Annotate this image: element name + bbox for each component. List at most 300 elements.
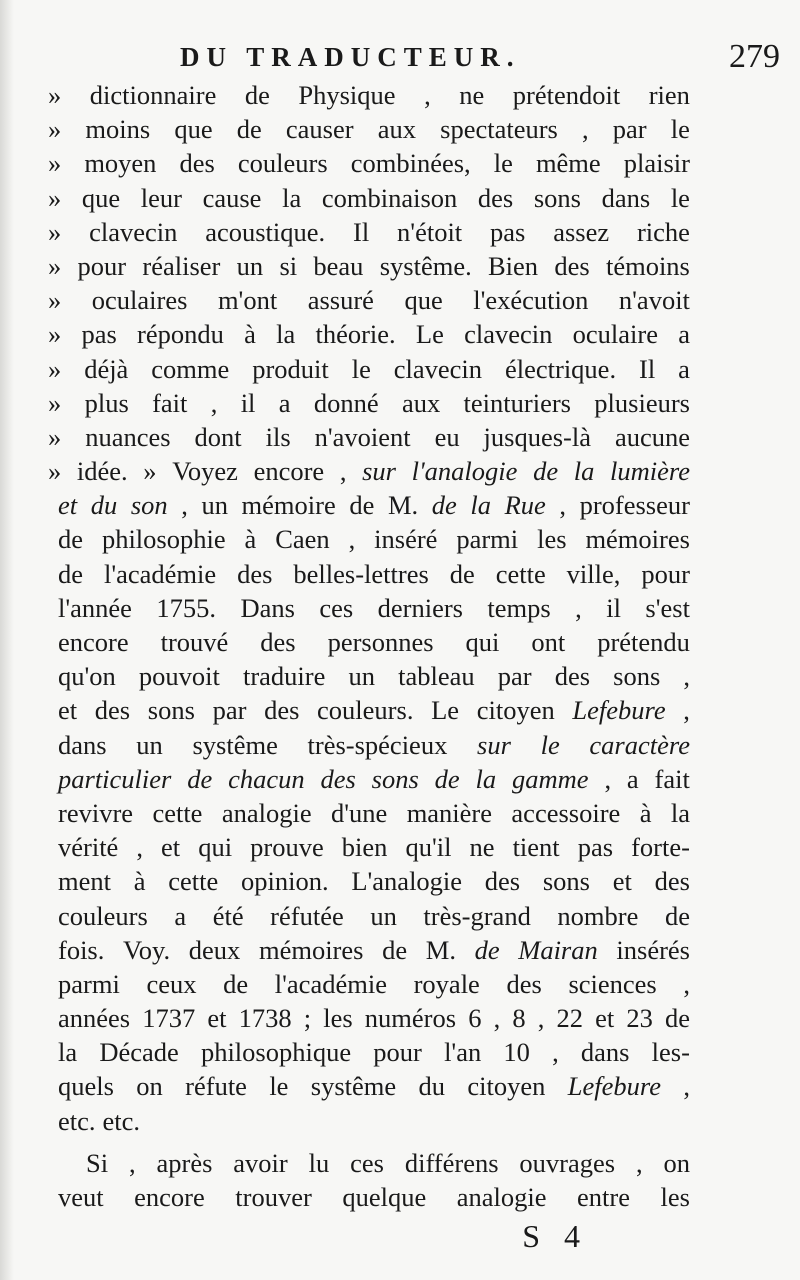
word: et (595, 1003, 615, 1034)
word: n'étoit (397, 216, 463, 247)
word: , (575, 592, 582, 623)
word: traduire (242, 661, 326, 692)
word: ment (58, 866, 111, 897)
word: deux (188, 934, 241, 965)
word: analogie (456, 1182, 547, 1212)
word: plusieurs (594, 387, 690, 418)
word: fait (152, 387, 188, 418)
word: , (559, 490, 566, 521)
word: qui (198, 832, 233, 863)
word: Il (353, 216, 370, 247)
word: Caen (275, 524, 330, 555)
italic-word: chacun (228, 763, 305, 794)
text-line (58, 762, 690, 796)
word: etc. (58, 1105, 96, 1136)
italic-word: particulier (58, 763, 172, 794)
word: spectateurs (440, 114, 558, 145)
word: dans (580, 1037, 630, 1068)
word: a (626, 763, 639, 794)
word: Décade (99, 1037, 179, 1068)
paragraph-gap (58, 1138, 690, 1146)
word: et (161, 832, 181, 863)
word: cette (168, 866, 219, 897)
word: un (136, 729, 163, 760)
word: acoustique. (205, 216, 326, 247)
word: moyen (84, 148, 157, 179)
word: la (282, 182, 302, 213)
word: différens (404, 1147, 499, 1178)
word: fait (654, 763, 690, 794)
word: a (678, 319, 690, 350)
text-line (58, 693, 690, 727)
word: des (179, 148, 215, 179)
word: du (418, 1071, 446, 1102)
word: veut (58, 1182, 104, 1212)
word: , (582, 114, 589, 145)
word: de (58, 524, 84, 555)
word: philosophie (101, 524, 226, 555)
text-line (58, 830, 690, 864)
word: de (664, 1003, 690, 1034)
word: que (174, 114, 213, 145)
word: de (349, 490, 375, 521)
word: un (201, 490, 228, 521)
word: produit (252, 353, 329, 384)
word: réaliser (142, 250, 221, 281)
word: que (81, 182, 121, 213)
word: rien (648, 80, 690, 110)
italic-word: des (320, 763, 356, 794)
word: le (493, 148, 513, 179)
word: dans (58, 729, 107, 760)
word: pas (577, 832, 614, 863)
text-line (58, 557, 690, 591)
word: couleurs (237, 148, 328, 179)
word: temps (487, 592, 551, 623)
word: pour (373, 1037, 422, 1068)
word: la (58, 1037, 78, 1068)
word: les (323, 1003, 353, 1034)
word: , (683, 661, 690, 692)
word: quelque (342, 1182, 427, 1212)
word: tient (512, 832, 560, 863)
word: Dans (240, 592, 295, 623)
word: réfute (185, 1071, 247, 1102)
text-line (58, 1104, 690, 1138)
word: à (244, 319, 256, 350)
word: l'académie (103, 558, 217, 589)
word: on (663, 1147, 690, 1178)
word: qu'on (58, 661, 116, 692)
word: encore (134, 1182, 205, 1212)
word: , (181, 490, 188, 521)
word: » (48, 250, 62, 281)
body-text (48, 78, 690, 1214)
word: dans (601, 182, 651, 213)
italic-word: la (573, 456, 595, 487)
word: bien (341, 832, 388, 863)
word: trouvé (160, 627, 229, 657)
word: l'académie (274, 968, 387, 999)
italic-word: de (434, 763, 460, 794)
word: , (424, 80, 431, 110)
word: théorie. (315, 319, 396, 350)
page-number: 279 (729, 38, 780, 75)
word: assuré (307, 285, 374, 316)
word: , (683, 968, 690, 999)
word: aux (377, 114, 416, 145)
word: sons (147, 695, 195, 726)
italic-word: la (475, 763, 497, 794)
word: qui (465, 627, 500, 657)
word: , (635, 1147, 643, 1178)
word: L'analogie (351, 866, 463, 897)
word: Le (431, 695, 460, 726)
word: ne (459, 80, 485, 110)
word: vérité (58, 832, 119, 863)
word: et (612, 866, 632, 897)
word: sciences (568, 968, 657, 999)
word: l'exécution (473, 285, 589, 316)
word: un (236, 250, 264, 281)
word: beau (313, 250, 364, 281)
text-line (48, 112, 690, 146)
word: philosophique (200, 1037, 352, 1068)
word: moins (85, 114, 151, 145)
word: dictionnaire (89, 80, 217, 110)
word: causer (285, 114, 354, 145)
word: personnes (327, 627, 434, 657)
word: parmi (58, 968, 120, 999)
word: couleurs. (317, 695, 414, 726)
word: un (370, 900, 397, 931)
word: analogie (221, 797, 312, 828)
word: tableau (398, 661, 475, 692)
word: nuances (85, 421, 171, 452)
italic-word: Mairan (518, 934, 598, 965)
word: a (678, 353, 690, 384)
word: fois. (58, 934, 105, 965)
text-line (58, 1069, 690, 1103)
word: cause (202, 182, 262, 213)
word: , (537, 1003, 545, 1034)
italic-word: de (187, 763, 213, 794)
word: par (212, 695, 247, 726)
word: aux (401, 387, 441, 418)
word: opinion. (240, 866, 329, 897)
word: l'an (444, 1037, 482, 1068)
word: pour (641, 558, 690, 589)
word: les (537, 524, 567, 555)
word: , (210, 387, 218, 418)
word: très-spécieux (307, 729, 448, 760)
word: clavecin (89, 216, 178, 247)
italic-word: le (540, 729, 560, 760)
word: ouvrages (519, 1147, 616, 1178)
word: forte- (631, 832, 690, 863)
italic-word: du (90, 490, 118, 521)
word: mémoires (585, 524, 690, 555)
word: manière (406, 797, 493, 828)
word: que (404, 285, 443, 316)
word: couleurs (58, 900, 148, 931)
word: systême (310, 1071, 397, 1102)
word: » (48, 285, 62, 316)
word: des (554, 661, 591, 692)
word: il (606, 592, 621, 623)
word: des (654, 866, 690, 897)
word: de (223, 968, 249, 999)
word: belles-lettres (293, 558, 429, 589)
word: » (48, 148, 62, 179)
word: Le (415, 319, 444, 350)
word: jusques-là (483, 421, 591, 452)
italic-word: l'analogie (411, 456, 518, 487)
word: » (48, 319, 62, 350)
word: » (143, 456, 157, 487)
text-line (58, 659, 690, 693)
word: la (670, 797, 690, 828)
signature-mark: S 4 (522, 1218, 588, 1254)
text-line (58, 591, 690, 625)
word: prétendu (597, 627, 690, 657)
text-line (58, 1035, 690, 1069)
italic-word: sons (371, 763, 419, 794)
word: parmi (456, 524, 519, 555)
text-line (48, 283, 690, 317)
word: idée. (76, 456, 128, 487)
word: par (497, 661, 532, 692)
word: derniers (377, 592, 463, 623)
word: encore (58, 627, 129, 657)
word: trouver (235, 1182, 312, 1212)
word: très-grand (423, 900, 531, 931)
word: citoyen (467, 1071, 546, 1102)
word: déjà (84, 353, 129, 384)
word: a (174, 900, 187, 931)
italic-word: de (474, 934, 500, 965)
word: professeur (579, 490, 690, 521)
word: » (48, 216, 62, 247)
word: d'une (331, 797, 388, 828)
word: on (136, 1071, 163, 1102)
word: » (48, 456, 62, 487)
italic-word: de (431, 490, 457, 521)
word: » (48, 353, 62, 384)
word: années (58, 1003, 131, 1034)
word: eu (434, 421, 460, 452)
word: de (236, 114, 262, 145)
word: ceux (146, 968, 197, 999)
word: » (48, 80, 62, 110)
word: , (128, 1147, 136, 1178)
word: les (660, 1182, 690, 1212)
italic-word: sur (362, 456, 396, 487)
word: la (276, 319, 296, 350)
word: m'ont (217, 285, 278, 316)
italic-word: Rue (504, 490, 546, 521)
word: sons (533, 182, 581, 213)
word: à (244, 524, 257, 555)
word: assez (553, 216, 610, 247)
word: Voy. (123, 934, 171, 965)
italic-word: son (130, 490, 168, 521)
word: l'année (58, 592, 132, 623)
word: ces (350, 1147, 384, 1178)
word: prouve (250, 832, 324, 863)
text-line (58, 1001, 690, 1035)
text-line (48, 78, 690, 112)
word: le (670, 182, 690, 213)
word: de (382, 934, 408, 965)
word: de (244, 80, 270, 110)
word: oculaire (572, 319, 658, 350)
word: systême. (379, 250, 472, 281)
word: le (351, 353, 371, 384)
word: M. (387, 490, 419, 521)
text-line (58, 899, 690, 933)
word: qu'il (405, 832, 452, 863)
word: été (212, 900, 244, 931)
word: des (484, 866, 521, 897)
word: » (48, 387, 62, 418)
word: , (136, 832, 143, 863)
word: de (449, 558, 475, 589)
text-line (48, 420, 690, 454)
text-line (58, 728, 690, 762)
word: avoir (233, 1147, 288, 1178)
word: de (664, 900, 690, 931)
word: dont (194, 421, 242, 452)
word: citoyen (476, 695, 555, 726)
word: des (506, 968, 542, 999)
word: des (237, 558, 273, 589)
word: ville, (566, 558, 621, 589)
italic-word: sur (477, 729, 511, 760)
word: mémoire (241, 490, 336, 521)
word: combinaison (321, 182, 458, 213)
word: 23 (626, 1003, 653, 1034)
word: 1738 (238, 1003, 292, 1034)
text-line (58, 864, 690, 898)
word: des (554, 250, 590, 281)
word: pouvoit (138, 661, 220, 692)
word: Voyez (172, 456, 238, 487)
word: 6 (468, 1003, 482, 1034)
text-line (48, 215, 690, 249)
word: ont (531, 627, 566, 657)
word: à (133, 866, 146, 897)
word: électrique. (504, 353, 617, 384)
word: sons (613, 661, 661, 692)
word: prétendoit (512, 80, 621, 110)
word: , (339, 456, 347, 487)
word: » (48, 182, 62, 213)
word: sons (542, 866, 590, 897)
word: systême (192, 729, 278, 760)
italic-word: Lefebure (572, 695, 666, 726)
word: riche (636, 216, 690, 247)
word: revivre (58, 797, 134, 828)
word: accessoire (511, 797, 621, 828)
text-line (48, 181, 690, 215)
word: un (348, 661, 375, 692)
word: oculaires (91, 285, 188, 316)
word: mémoires (258, 934, 364, 965)
word: plaisir (623, 148, 690, 179)
text-line (58, 1180, 690, 1214)
text-line (48, 146, 690, 180)
word: n'avoient (314, 421, 411, 452)
word: , (493, 1003, 501, 1034)
word: M. (425, 934, 456, 965)
text-line (48, 454, 690, 488)
word: 10 (503, 1037, 530, 1068)
word: 1737 (142, 1003, 196, 1034)
text-line (58, 1146, 690, 1180)
word: clavecin (464, 319, 553, 350)
italic-word: et (58, 490, 78, 521)
word: pas (490, 216, 526, 247)
italic-word: lumière (609, 456, 690, 487)
italic-word: la (470, 490, 491, 521)
word: à (639, 797, 652, 828)
word: le (269, 1071, 289, 1102)
text-line (58, 522, 690, 556)
italic-word: gamme (512, 763, 589, 794)
word: ne (469, 832, 495, 863)
word: et (58, 695, 78, 726)
word: ils (265, 421, 291, 452)
word: cette (495, 558, 546, 589)
word: le (670, 114, 690, 145)
word: inséré (374, 524, 438, 555)
word: combinées, (350, 148, 471, 179)
word: pas (81, 319, 117, 350)
word: , (683, 1071, 690, 1102)
running-head: DU TRADUCTEUR. (180, 42, 521, 72)
word: 22 (556, 1003, 583, 1034)
word: encore (253, 456, 325, 487)
word: cette (152, 797, 203, 828)
word: et (207, 1003, 227, 1034)
word: plus (84, 387, 129, 418)
page-header (40, 38, 780, 82)
word: , (348, 524, 356, 555)
word: , (604, 763, 612, 794)
word: même (535, 148, 601, 179)
word: » (48, 421, 62, 452)
word: etc. (102, 1105, 141, 1136)
word: des (94, 695, 131, 726)
text-line (58, 933, 690, 967)
word: Si (86, 1147, 109, 1178)
word: n'avoit (618, 285, 690, 316)
text-line (48, 386, 690, 420)
word: si (279, 250, 298, 281)
word: ces (319, 592, 354, 623)
word: Bien (488, 250, 539, 281)
text-line (58, 796, 690, 830)
word: royale (413, 968, 480, 999)
word: donné (313, 387, 379, 418)
word: clavecin (393, 353, 483, 384)
word: lu (308, 1147, 330, 1178)
word: s'est (645, 592, 690, 623)
word: teinturiers (463, 387, 571, 418)
word: quels (58, 1071, 114, 1102)
word: nombre (557, 900, 639, 931)
